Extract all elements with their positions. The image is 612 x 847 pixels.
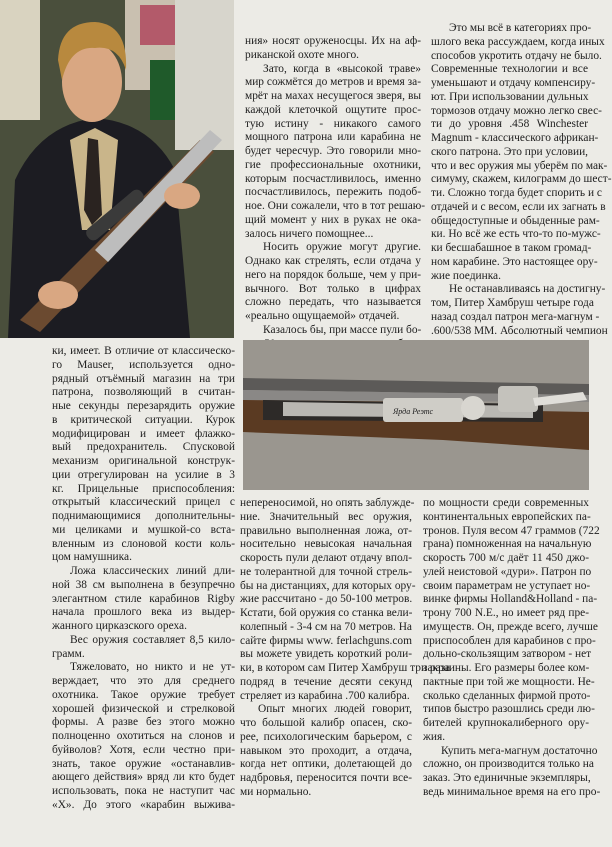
text-line: правильно выполненная ложа, от- — [240, 524, 412, 537]
text-line: ающего действия» вряд ли кто будет — [52, 771, 235, 784]
text-line: ти. Сложно тогда будет спорить и с — [431, 187, 602, 199]
text-line: ки, имеет. В отличие от классическо- — [52, 345, 235, 357]
text-line: трону 700 N.E., но имеет ряд пре- — [423, 607, 589, 619]
text-line: «реально ощущаемой» отдачей. — [245, 310, 400, 322]
text-line: типов быстро разошлись среди лю- — [423, 703, 595, 716]
text-line: «X». До этого «карабин выжива- — [52, 798, 235, 811]
text-line: отдачей и с весом, если их загнать в — [431, 200, 606, 213]
text-line: винке фирмы Holland&Holland - па- — [423, 593, 598, 606]
text-line: модифицирован и имеет флажко- — [52, 427, 235, 440]
text-line: грана) помноженная на начальную — [423, 538, 592, 551]
text-line: что большой калибр опасен, ско- — [240, 717, 412, 729]
text-line: жия. — [423, 730, 446, 743]
text-line: назад создал патрон мега-магнум - — [431, 310, 600, 323]
text-line: рядный отъёмный магазин на три — [52, 372, 235, 385]
column-middle — [240, 497, 451, 800]
text-line: мощного патрона или карабина не — [245, 131, 421, 144]
text-line: ки бесшабашное в таком громад- — [431, 242, 592, 254]
text-line: заказ. Это единичные экземпляры, — [423, 772, 591, 784]
text-line: своим параметрам не уступает но- — [423, 579, 591, 592]
text-line: бителей крупнокалиберного ору- — [423, 717, 589, 729]
text-line: хорошей физической и стрелковой — [52, 702, 235, 715]
text-line: имуществ. Он, прежде всего, лучше — [423, 620, 598, 633]
text-line: грамм. — [52, 647, 85, 660]
text-line: пактные при той же мощности. Не- — [423, 675, 595, 688]
text-line: ки, в котором сам Питер Хамбруш три раза — [240, 662, 451, 674]
text-line: ные секунды перезарядить оружие — [52, 400, 235, 412]
text-line: элегантном стиле карабинов Rigby — [52, 592, 235, 605]
text-line: Носить оружие могут другие. — [263, 241, 421, 254]
text-line: тую истину - никакого самого — [245, 117, 421, 130]
text-line: надбровья, переносится почти все- — [240, 772, 412, 784]
text-line: вы можете увидеть короткий роли- — [240, 648, 412, 661]
text-line: открытый классический прицел с — [52, 496, 235, 509]
column-right — [423, 497, 601, 800]
text-line: симуму, скажем, килограмм до шест- — [431, 173, 612, 186]
text-line: ное. Они сожалели, что в тот решаю- — [245, 200, 426, 212]
text-line: вый предохранитель. Спусковой — [52, 441, 235, 454]
text-line: верждает, что это для среднего — [52, 675, 235, 687]
text-line: подряд в течение десяти секунд — [240, 675, 412, 688]
text-line: непереносимой, но опять заблужде- — [240, 497, 415, 509]
text-line: ном карабине. Это настоящее ору- — [431, 255, 598, 268]
text-line: рее, психологическим барьером, с — [240, 730, 412, 743]
text-line: Не останавливаясь на достигну- — [449, 283, 606, 296]
text-line: колепный - 3-4 см на 70 метров. На — [240, 620, 412, 633]
text-line: Кстати, бой оружия со станка вели- — [240, 607, 413, 619]
text-line: Ложа классических линий дли- — [70, 565, 235, 577]
text-line: сайте фирмы www. ferlachguns.com — [240, 634, 412, 647]
text-line: ют. При использовании дульных — [431, 90, 589, 103]
text-line: континентальных европейских па- — [423, 510, 591, 523]
text-line: носительно невысокая начальная — [240, 538, 412, 551]
text-line: использовать, пока не наступит час — [52, 785, 235, 797]
text-line: ского патрона. Это при условии, — [431, 145, 589, 158]
text-line: по мощности среди современных — [423, 497, 589, 509]
text-line: навыком это проходит, а отдача, — [240, 744, 412, 757]
text-line: ки. Но всё же есть что-то по-мужс- — [431, 228, 601, 241]
text-line: жие рассчитано - до 50-100 метров. — [240, 593, 413, 606]
text-line: каждой клеточкой ощутите прос- — [245, 103, 421, 116]
text-line: ции отрегулирован на усилие в 3 — [52, 468, 235, 481]
text-line: ведь минимальное время на его про- — [423, 785, 601, 798]
text-line: ние. Значительный вес оружия, — [240, 510, 412, 523]
text-line: том, Питер Хамбруш четыре года — [431, 297, 594, 309]
photo-rifle-illustration — [243, 340, 589, 490]
column-left — [52, 345, 235, 813]
text-line: ния» носят оруженосцы. Их на аф- — [245, 35, 421, 47]
text-line: залось ничего помощнее... — [245, 227, 374, 240]
text-line: него на порядок больше, чем у при- — [245, 268, 421, 281]
text-line: поднимающимися дополнительны- — [52, 510, 235, 522]
text-line: го Mauser, используется одно- — [52, 358, 235, 371]
text-line: охотника. Такое оружие требует — [52, 688, 235, 701]
text-line: вленным из слоновой кости коль- — [52, 537, 235, 550]
text-line: скорость 700 м/с даёт 11 450 джо- — [423, 552, 589, 564]
text-line: посчастливилось, пережить подоб- — [245, 186, 421, 199]
text-line: патрона, позволяющий в считан- — [52, 386, 235, 399]
text-line: щий момент у них в руках не ока- — [245, 213, 421, 226]
rifle-engraving-text: Ярда Реэтс — [393, 407, 434, 416]
text-line: сложно, он производится только на — [423, 758, 594, 771]
text-line: которым посчастливилось, именно — [245, 172, 421, 185]
photo-rifle-action — [243, 340, 589, 490]
text-line: Magnum - классического африкан- — [431, 132, 599, 144]
text-line: .600/538 ММ. Абсолютный чемпион — [431, 324, 608, 337]
text-line: шлого века рассуждаем, когда иных — [431, 35, 605, 48]
text-line: Опыт многих людей говорит, — [258, 703, 412, 716]
text-line: не толерантной для точной стрель- — [240, 565, 412, 578]
text-line: мир сожмётся до метров и время за- — [245, 76, 421, 89]
text-line: жанного цирказского ореха. — [52, 620, 187, 632]
text-line: мрёт на махах несущегося зверя, вы — [245, 90, 421, 102]
text-line: полноценно охотиться на слонов и — [52, 730, 235, 742]
text-line: закраины. Его размеры более ком- — [423, 662, 590, 674]
text-line: Тяжеловато, но никто и не ут- — [70, 661, 235, 674]
text-line: цом намушника. — [52, 551, 132, 564]
text-line: в критической ситуации. Курок — [52, 413, 235, 426]
text-line: будет чересчур. Это говорили мно- — [245, 145, 421, 157]
text-line: ной 38 см выполнена в безупречно — [52, 578, 235, 591]
text-line: Это мы всё в категориях про- — [449, 22, 592, 34]
column-far-right — [431, 22, 612, 338]
text-line: стреляет из карабина .700 калибра. — [240, 689, 410, 702]
column-top-right — [245, 35, 426, 351]
text-line: начала прошлого века из выдер- — [52, 606, 235, 619]
text-line: буйволов? Хотя, если честно при- — [52, 743, 235, 756]
text-line: формы. А разве без этого можно — [52, 716, 235, 729]
text-line: вычного. Вот только в цифрах — [245, 282, 421, 295]
text-line: Купить мега-магнум достаточно — [441, 744, 598, 757]
text-line: скорость пули делают отдачу впол- — [240, 552, 412, 564]
text-line: уменьшают и отдачу компенсиру- — [431, 77, 596, 89]
text-line: улей неистовой «дури». Патрон по — [423, 565, 592, 578]
text-line: Вес оружия составляет 8,5 кило- — [70, 633, 235, 646]
text-line: тормозов отдачу можно легко свес- — [431, 104, 602, 117]
photo-hunter-with-rifle — [0, 0, 234, 338]
text-line: механизм оригинальной конструк- — [52, 455, 235, 467]
text-line: Современные технологии и все — [431, 63, 588, 76]
text-line: дольно-скользящим затвором - нет — [423, 648, 592, 661]
text-line: ми нормально. — [240, 785, 312, 798]
text-line: гие профессиональные охотники, — [245, 158, 421, 171]
text-line: знать, такое оружие «останавлив- — [52, 757, 235, 770]
text-line: когда нет оптики, долетающей до — [240, 758, 412, 771]
text-line: кг. Прицельные приспособления: — [52, 482, 235, 495]
text-line: риканской охоте много. — [245, 48, 359, 61]
photo-hunter-illustration — [0, 0, 234, 338]
text-line: тронов. Пуля весом 47 граммов (722 — [423, 524, 600, 537]
text-line: жие поединка. — [431, 269, 501, 282]
text-line: Зато, когда в «высокой траве» — [263, 62, 421, 75]
text-line: ти до уровня .458 Winchester — [431, 118, 588, 131]
text-line: сложно передать, что называется — [245, 296, 421, 309]
text-line: Однако как стрелять, если отдача у — [245, 255, 421, 267]
text-line: Казалось бы, при массе пули бо- — [263, 323, 422, 336]
text-line: способов укротить отдачу не было. — [431, 49, 602, 62]
text-line: приспособлен для карабинов с про- — [423, 634, 596, 647]
text-line: сколько сделанных фирмой прото- — [423, 689, 591, 702]
text-line: что и вес оружия мы уберём по мак- — [431, 159, 608, 172]
text-line: общедоступные и обыденные рам- — [431, 214, 600, 227]
text-line: ми целиками и мушкой-со вста- — [52, 523, 235, 536]
text-line: бы на дистанциях, для которых ору- — [240, 579, 416, 592]
